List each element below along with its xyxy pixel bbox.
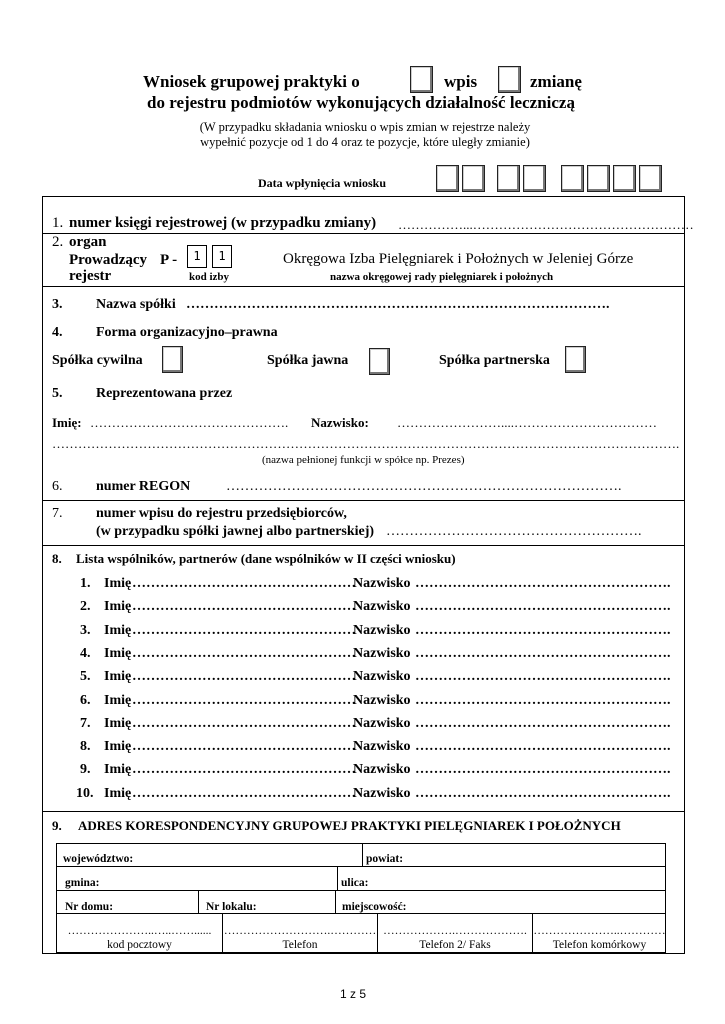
postal-code-caption: kod pocztowy <box>107 939 172 951</box>
phone2-fax-field[interactable]: ……………….………………. <box>383 925 527 937</box>
option-civil-partnership-label: Spółka cywilna <box>52 353 143 368</box>
partner-last-name-field[interactable]: ………………………………………………. <box>415 576 671 591</box>
partner-last-name-field[interactable]: ………………………………………………. <box>415 762 671 778</box>
s9-label: ADRES KORESPONDENCYJNY GRUPOWEJ PRAKTYKI PIELĘGNIAREK I POŁOŻNYCH <box>78 818 621 833</box>
date-month-digit-1[interactable] <box>497 165 520 192</box>
date-day-digit-2[interactable] <box>462 165 485 192</box>
council-caption: nazwa okręgowej rady pielęgniarek i położnych <box>330 271 554 283</box>
partner-first-name-label: Imię <box>104 599 132 615</box>
s5-number: 5. <box>52 386 63 401</box>
partner-first-name-field[interactable]: ………………………………………… <box>132 692 356 708</box>
partner-last-name-label: Nazwisko <box>353 622 411 638</box>
partner-last-name-label: Nazwisko <box>353 692 411 708</box>
house-number-field[interactable]: Nr domu: <box>65 901 114 913</box>
partner-first-name-field[interactable]: ………………………………………… <box>132 599 356 615</box>
option-professional-partnership-label: Spółka partnerska <box>439 353 550 368</box>
partner-first-name-label: Imię <box>104 669 132 685</box>
s5-label: Reprezentowana przez <box>96 386 233 401</box>
address-row-divider-3 <box>56 913 666 914</box>
s9-number: 9. <box>52 818 62 833</box>
chamber-code-caption: kod izby <box>189 271 230 283</box>
apartment-number-field[interactable]: Nr lokalu: <box>206 901 257 913</box>
chamber-code-digit-1[interactable]: 1 <box>187 245 207 268</box>
representative-last-name-label: Nazwisko: <box>311 415 369 430</box>
partner-first-name-field[interactable]: ………………………………………… <box>132 645 356 661</box>
partner-last-name-label: Nazwisko <box>353 715 411 731</box>
partner-last-name-field[interactable]: ………………………………………………. <box>415 692 671 708</box>
divider-4 <box>42 545 685 546</box>
representative-first-name-field[interactable]: ………………………………………. <box>90 415 289 430</box>
address-col-divider-b <box>337 866 338 890</box>
form-title-line2: do rejestru podmiotów wykonujących działalność leczniczą <box>147 93 575 112</box>
divider-3 <box>42 500 685 501</box>
form-title-part1: Wniosek grupowej praktyki o <box>143 72 360 91</box>
partner-first-name-label: Imię <box>104 739 132 755</box>
city-field[interactable]: miejscowość: <box>342 901 407 913</box>
address-col-divider-a <box>362 843 363 866</box>
partner-row-number: 3. <box>80 622 91 638</box>
partner-row-number: 1. <box>80 576 91 591</box>
postal-code-field[interactable]: …………………..…..……...... <box>67 925 212 937</box>
partner-last-name-field[interactable]: ………………………………………………. <box>415 715 671 731</box>
partner-first-name-label: Imię <box>104 785 132 801</box>
mobile-phone-caption: Telefon komórkowy <box>552 939 647 951</box>
partner-first-name-field[interactable]: ………………………………………… <box>132 622 356 638</box>
chamber-code-digit-2[interactable]: 1 <box>212 245 232 268</box>
partner-last-name-label: Nazwisko <box>353 739 411 755</box>
partner-first-name-label: Imię <box>104 692 132 708</box>
s8-label: Lista wspólników, partnerów (dane wspólników w II części wniosku) <box>76 551 456 566</box>
s2-label-rejestr: rejestr <box>69 268 112 284</box>
checkbox-zmiana[interactable] <box>498 66 521 93</box>
partner-row-number: 2. <box>80 599 91 615</box>
date-year-digit-3[interactable] <box>613 165 636 192</box>
s6-label: numer REGON <box>96 479 191 494</box>
partner-first-name-label: Imię <box>104 622 132 638</box>
partner-first-name-field[interactable]: ………………………………………… <box>132 739 356 755</box>
s1-number: 1. <box>52 215 64 231</box>
partner-last-name-label: Nazwisko <box>353 785 411 801</box>
partner-first-name-label: Imię <box>104 762 132 778</box>
date-month-digit-2[interactable] <box>523 165 546 192</box>
s2-label-prowadzacy: Prowadzący <box>69 252 148 268</box>
commune-field[interactable]: gmina: <box>65 877 100 889</box>
street-field[interactable]: ulica: <box>341 877 369 889</box>
phone2-fax-caption: Telefon 2/ Faks <box>419 939 491 951</box>
partner-last-name-field[interactable]: ………………………………………………. <box>415 645 671 661</box>
partner-last-name-label: Nazwisko <box>353 599 411 615</box>
divider-2 <box>42 286 685 287</box>
date-year-digit-4[interactable] <box>639 165 662 192</box>
partner-last-name-label: Nazwisko <box>353 645 411 661</box>
representative-first-name-label: Imię: <box>52 415 82 430</box>
page-number: 1 z 5 <box>340 987 367 1001</box>
s4-number: 4. <box>52 325 63 340</box>
representative-function-field[interactable]: ………………………………………………………………………………………………………………………………. <box>52 436 680 451</box>
s4-label: Forma organizacyjno–prawna <box>96 325 278 340</box>
council-name: Okręgowa Izba Pielęgniarek i Położnych w Jeleniej Górze <box>283 251 634 267</box>
partner-row-number: 8. <box>80 739 91 755</box>
s2-number: 2. <box>52 234 64 250</box>
address-col-divider-c <box>198 890 199 913</box>
partner-first-name-field[interactable]: ………………………………………… <box>132 715 356 731</box>
partner-row-number: 5. <box>80 669 91 685</box>
representative-function-caption: (nazwa pełnionej funkcji w spółce np. Prezes) <box>262 454 465 466</box>
divider-1 <box>42 233 685 234</box>
checkbox-wpis[interactable] <box>410 66 433 93</box>
address-row-divider-2 <box>56 890 666 891</box>
partner-last-name-field[interactable]: ………………………………………………. <box>415 599 671 615</box>
voivodeship-field[interactable]: województwo: <box>63 853 134 865</box>
s3-label: Nazwa spółki <box>96 297 176 312</box>
s3-number: 3. <box>52 297 63 312</box>
s7-label-line1: numer wpisu do rejestru przedsiębiorców, <box>96 506 347 521</box>
partner-row-number: 7. <box>80 715 91 731</box>
partner-first-name-field[interactable]: ………………………………………… <box>132 576 356 591</box>
partner-last-name-label: Nazwisko <box>353 669 411 685</box>
county-field[interactable]: powiat: <box>366 853 404 865</box>
checkbox-professional-partnership[interactable] <box>565 346 586 373</box>
address-row-divider-1 <box>56 866 666 867</box>
partner-row-number: 4. <box>80 645 91 661</box>
checkbox-civil-partnership[interactable] <box>162 346 183 373</box>
s1-label: numer księgi rejestrowej (w przypadku zmiany) <box>69 215 377 231</box>
company-name-field[interactable]: ………………………………………………………………………………. <box>186 297 610 312</box>
partner-last-name-field[interactable]: ………………………………………………. <box>415 785 671 801</box>
date-year-digit-2[interactable] <box>587 165 610 192</box>
partner-last-name-label: Nazwisko <box>353 762 411 778</box>
partner-first-name-label: Imię <box>104 645 132 661</box>
phone-field[interactable]: ……………………….………… <box>223 925 377 937</box>
representative-last-name-field[interactable]: ……………………....…………………………… <box>397 415 657 430</box>
s8-number: 8. <box>52 551 62 566</box>
mobile-phone-field[interactable]: …………………..………… <box>533 925 666 937</box>
s6-number: 6. <box>52 479 63 494</box>
date-received-label: Data wpłynięcia wniosku <box>258 176 387 190</box>
form-note-line1: (W przypadku składania wniosku o wpis zmian w rejestrze należy <box>199 120 531 134</box>
date-day-digit-1[interactable] <box>436 165 459 192</box>
s2-label-organ: organ <box>69 234 107 250</box>
s7-number: 7. <box>52 506 63 521</box>
partner-row-number: 6. <box>80 692 91 708</box>
form-title-option-wpis: wpis <box>444 72 478 91</box>
partner-last-name-field[interactable]: ………………………………………………. <box>415 622 671 638</box>
partner-last-name-field[interactable]: ………………………………………………. <box>415 669 671 685</box>
s1-field[interactable]: ……………...…………………………………………… <box>398 217 694 232</box>
partner-first-name-field[interactable]: ………………………………………… <box>132 762 356 778</box>
s7-label-line2: (w przypadku spółki jawnej albo partnerskiej) <box>96 524 375 539</box>
date-year-digit-1[interactable] <box>561 165 584 192</box>
partner-last-name-field[interactable]: ………………………………………………. <box>415 739 671 755</box>
business-register-number-field[interactable]: ………………………………………………. <box>386 524 642 539</box>
partner-first-name-label: Imię <box>104 576 132 591</box>
regon-field[interactable]: …………………………………………………………………………. <box>226 479 622 494</box>
phone-caption: Telefon <box>282 939 318 951</box>
checkbox-general-partnership[interactable] <box>369 348 390 375</box>
partner-first-name-label: Imię <box>104 715 132 731</box>
partner-first-name-field[interactable]: ………………………………………… <box>132 669 356 685</box>
partner-last-name-label: Nazwisko <box>353 576 411 591</box>
partner-first-name-field[interactable]: ………………………………………… <box>132 785 356 801</box>
partner-row-number: 10. <box>76 785 94 801</box>
form-note-line2: wypełnić pozycje od 1 do 4 oraz te pozycje, które uległy zmianie) <box>200 135 530 149</box>
form-title-option-zmiana: zmianę <box>530 72 582 91</box>
address-col-divider-d <box>335 890 336 913</box>
option-general-partnership-label: Spółka jawna <box>267 353 349 368</box>
s2-p-prefix: P - <box>160 252 178 268</box>
divider-5 <box>42 811 685 812</box>
partner-row-number: 9. <box>80 762 91 778</box>
